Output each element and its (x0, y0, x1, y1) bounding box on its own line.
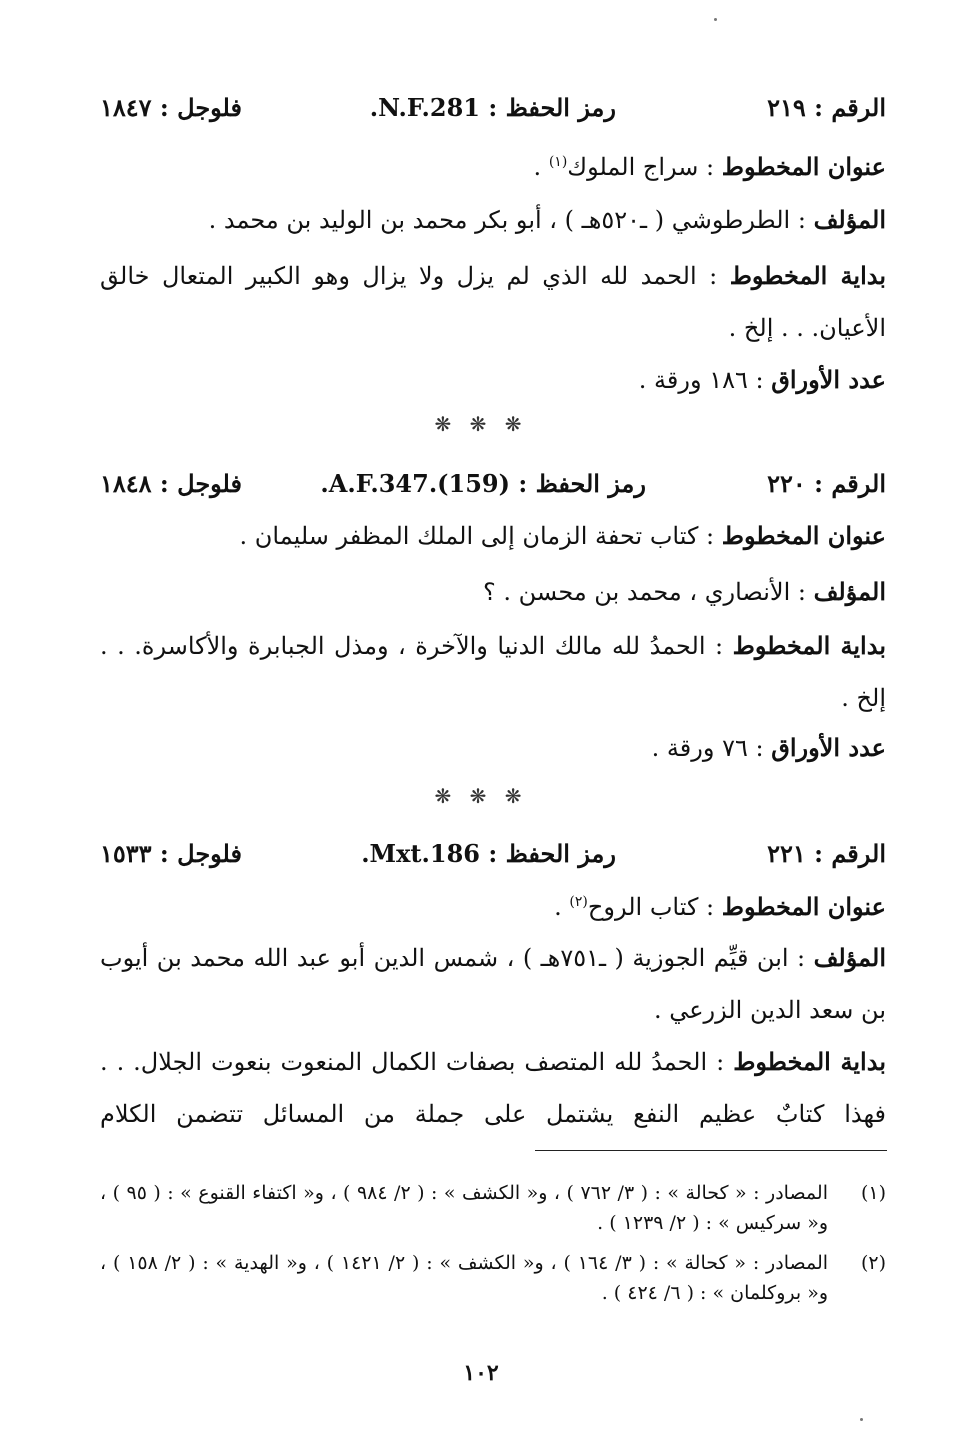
entry-number: الرقم : ٢٢٠ (767, 469, 886, 498)
footnote-number: (٢) (860, 1252, 886, 1274)
flugel-number: فلوجل : ١٨٤٨ (100, 469, 242, 498)
entry-number: الرقم : ٢٢١ (767, 839, 886, 868)
footnote-text: المصادر : « كحالة » : ( ٣/ ٧٦٢ ) ، و« الكشف » : ( ٢/ ٩٨٤ ) ، و« اكتفاء القنوع » : ( ٩٥ ) ، و« سركيس » : ( ٢/ ١٢٣٩ ) . (100, 1182, 828, 1234)
section-separator: ❋ ❋ ❋ (434, 412, 528, 436)
page-number: ١٠٢ (463, 1360, 499, 1386)
footnote-number: (١) (860, 1182, 886, 1204)
shelf-mark: رمز الحفظ : .Mxt.186 (361, 839, 616, 868)
manuscript-incipit: بداية المخطوط : الحمدُ لله مالك الدنيا والآخرة ، ومذل الجبابرة والأكاسرة. . . إلخ . (100, 631, 886, 712)
scan-speck (714, 18, 717, 21)
entry-header (100, 468, 886, 504)
leaf-count: عدد الأوراق : ٧٦ ورقة . (651, 733, 886, 762)
manuscript-title: عنوان المخطوط : كتاب تحفة الزمان إلى الملك المظفر سليمان . (239, 521, 886, 550)
flugel-number: فلوجل : ١٨٤٧ (100, 93, 242, 122)
shelf-mark: رمز الحفظ : .N.F.281 (369, 93, 616, 122)
manuscript-author: المؤلف : الأنصاري ، محمد بن محسن . ؟ (483, 577, 886, 606)
scan-speck (860, 1418, 863, 1421)
footnote (100, 1248, 886, 1308)
footnote-ref: (١) (548, 154, 568, 170)
manuscript-author: المؤلف : ابن قيِّم الجوزية ( ـ٧٥١هـ ) ، شمس الدين أبو عبد الله محمد بن أيوب بن سعد الدين الزرعي . (100, 943, 886, 1024)
footnote-ref: (٢) (569, 894, 588, 910)
entry-number: الرقم : ٢١٩ (767, 93, 886, 122)
manuscript-title: عنوان المخطوط : سراج الملوك$^{(١)}$ . (533, 152, 886, 181)
entry-header (100, 92, 886, 128)
manuscript-incipit: بداية المخطوط : الحمد لله الذي لم يزل ولا يزال وهو الكبير المتعال خالق الأعيان. . . إلخ . (100, 261, 887, 342)
manuscript-title: عنوان المخطوط : كتاب الروح$^{(٢)}$ . (554, 892, 886, 921)
footnote-text: المصادر : « كحالة » : ( ٣/ ١٦٤ ) ، و« الكشف » : ( ٢/ ١٤٢١ ) ، و« الهدية » : ( ٢/ ١٥٨ ) ، و« بروكلمان » : ( ٦/ ٤٢٤ ) . (100, 1252, 829, 1304)
leaf-count: عدد الأوراق : ١٨٦ ورقة . (638, 365, 886, 394)
entry-header (100, 838, 886, 874)
section-separator: ❋ ❋ ❋ (434, 784, 528, 808)
shelf-mark: رمز الحفظ : .A.F.347.(159) (320, 469, 646, 498)
manuscript-author: المؤلف : الطرطوشي ( ـ٥٢٠هـ ) ، أبو بكر محمد بن الوليد بن محمد . (208, 205, 886, 234)
manuscript-incipit: بداية المخطوط : الحمدُ لله المتصف بصفات الكمال المنعوت بنعوت الجلال. . . فهذا كتابٌ عظيم النفع يشتمل على جملة من المسائل تتضمن الكلام (100, 1047, 886, 1128)
footnote-rule (535, 1150, 887, 1151)
footnote (100, 1178, 886, 1238)
flugel-number: فلوجل : ١٥٣٣ (100, 839, 242, 868)
